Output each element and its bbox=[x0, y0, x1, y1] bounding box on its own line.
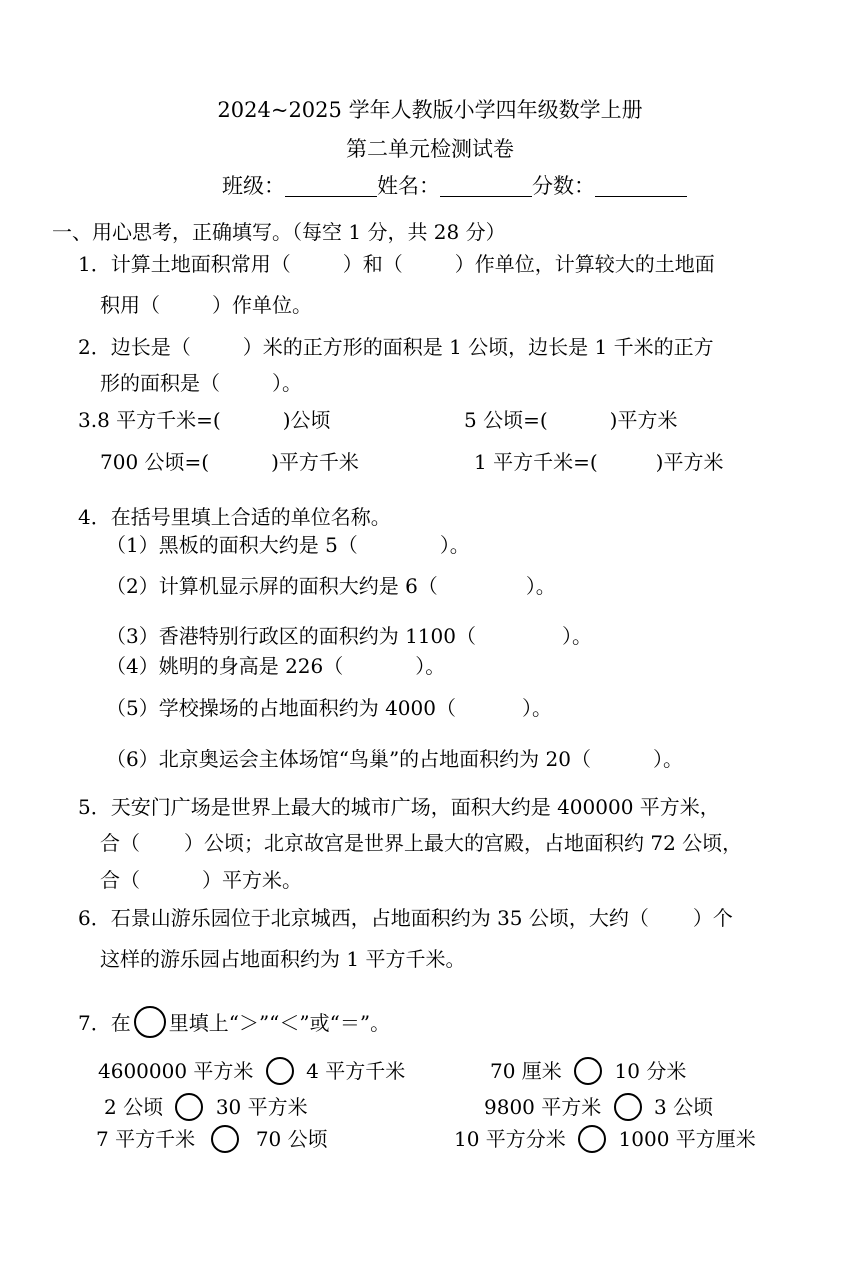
q7-r3l-right: 70 公顷 bbox=[255, 1127, 328, 1151]
q5-text-b: ）公顷；北京故宫是世界上最大的宫殿，占地面积约 72 公顷， bbox=[184, 831, 743, 855]
question-4-item-2 bbox=[106, 572, 556, 600]
compare-circle-icon bbox=[134, 1006, 166, 1038]
q7-r2l-left: 2 公顷 bbox=[104, 1095, 164, 1119]
q7-r3r-compare-circle[interactable] bbox=[578, 1125, 606, 1153]
q7-r2l-right: 30 平方米 bbox=[215, 1095, 308, 1119]
q7-r2r-compare-circle[interactable] bbox=[614, 1093, 642, 1121]
q7-r3r-right: 1000 平方厘米 bbox=[618, 1127, 756, 1151]
q3b-text-2: )平方米 bbox=[609, 408, 678, 432]
question-3-item-c bbox=[100, 448, 359, 476]
q4-2-text: （2）计算机显示屏的面积大约是 6（ bbox=[106, 574, 438, 598]
q7-r3r-left: 10 平方分米 bbox=[454, 1127, 566, 1151]
score-blank[interactable] bbox=[595, 174, 687, 197]
class-label: 班级： bbox=[222, 174, 285, 198]
question-2-line-1 bbox=[78, 333, 714, 361]
question-3-item-d bbox=[474, 448, 723, 476]
exam-title: 2024~2025 学年人教版小学四年级数学上册 bbox=[217, 98, 643, 122]
q2-text-c: 形的面积是（ bbox=[100, 371, 220, 395]
question-6-line-2: 这样的游乐园占地面积约为 1 平方千米。 bbox=[100, 947, 466, 971]
q4-5-close: ）。 bbox=[521, 696, 552, 720]
question-1-line-1 bbox=[78, 250, 715, 278]
q7-row-2-right bbox=[484, 1093, 713, 1121]
q7-r1l-right: 4 平方千米 bbox=[306, 1059, 406, 1083]
q7-row-1-left bbox=[98, 1057, 405, 1085]
q5-text-c: 合（ bbox=[100, 868, 140, 892]
q3d-text-2: )平方米 bbox=[655, 450, 724, 474]
q7-r1l-left: 4600000 平方米 bbox=[98, 1059, 254, 1083]
q6-text-a: 6．石景山游乐园位于北京城西，占地面积约为 35 公顷，大约（ bbox=[78, 906, 649, 930]
q3a-text-1: 3.8 平方千米=( bbox=[78, 408, 221, 432]
q7-r2l-compare-circle[interactable] bbox=[175, 1093, 203, 1121]
question-7-intro bbox=[78, 1006, 390, 1038]
q4-5-text: （5）学校操场的占地面积约为 4000（ bbox=[106, 696, 456, 720]
q5-text-d: ）平方米。 bbox=[202, 868, 302, 892]
q2-text-a: 2．边长是（ bbox=[78, 335, 191, 359]
question-4-item-6 bbox=[106, 745, 683, 773]
q7-r1r-left: 70 厘米 bbox=[490, 1059, 562, 1083]
question-6-line-1 bbox=[78, 904, 733, 932]
q7-r1r-compare-circle[interactable] bbox=[574, 1057, 602, 1085]
q7-r3l-compare-circle[interactable] bbox=[211, 1125, 239, 1153]
q3a-text-2: )公顷 bbox=[282, 408, 331, 432]
q4-6-text: （6）北京奥运会主体场馆“鸟巢”的占地面积约为 20（ bbox=[106, 747, 591, 771]
q7-row-2-left bbox=[104, 1093, 308, 1121]
q4-1-text: （1）黑板的面积大约是 5（ bbox=[106, 533, 358, 557]
q5-text-a: 合（ bbox=[100, 831, 140, 855]
q7-r1r-right: 10 分米 bbox=[614, 1059, 687, 1083]
q3b-text-1: 5 公顷=( bbox=[464, 408, 548, 432]
question-4-item-1 bbox=[106, 531, 470, 559]
q4-3-text: （3）香港特别行政区的面积约为 1100（ bbox=[106, 624, 476, 648]
q7-row-1-right bbox=[490, 1057, 686, 1085]
q7-r1l-compare-circle[interactable] bbox=[266, 1057, 294, 1085]
exam-subtitle: 第二单元检测试卷 bbox=[346, 137, 514, 161]
q2-text-d: ）。 bbox=[272, 371, 302, 395]
q3c-text-1: 700 公顷=( bbox=[100, 450, 210, 474]
name-label: 姓名： bbox=[377, 174, 440, 198]
section-heading: 一、用心思考，正确填写。（每空 1 分，共 28 分） bbox=[52, 220, 506, 244]
question-3-item-b bbox=[464, 406, 677, 434]
q4-4-close: ）。 bbox=[415, 654, 446, 678]
class-blank[interactable] bbox=[285, 174, 377, 197]
q1-text-a: 1．计算土地面积常用（ bbox=[78, 252, 291, 276]
q4-1-close: ）。 bbox=[439, 533, 470, 557]
q3c-text-2: )平方千米 bbox=[271, 450, 359, 474]
question-4-item-5 bbox=[106, 694, 552, 722]
q6-text-b: ）个 bbox=[692, 906, 733, 930]
question-1-line-2 bbox=[100, 291, 312, 319]
question-3-item-a bbox=[78, 406, 331, 434]
question-4-item-4 bbox=[106, 652, 445, 680]
q2-text-b: ）米的正方形的面积是 1 公顷，边长是 1 千米的正方 bbox=[242, 335, 714, 359]
q7-r2r-right: 3 公顷 bbox=[653, 1095, 714, 1119]
q7-text-a: 7．在 bbox=[78, 1011, 131, 1035]
q4-4-text: （4）姚明的身高是 226（ bbox=[106, 654, 344, 678]
question-5-line-1: 5．天安门广场是世界上最大的城市广场，面积大约是 400000 平方米， bbox=[78, 795, 720, 819]
student-info-row bbox=[222, 172, 687, 200]
q1-text-e: ）作单位。 bbox=[212, 293, 312, 317]
q3d-text-1: 1 平方千米=( bbox=[474, 450, 598, 474]
q4-6-close: ）。 bbox=[652, 747, 683, 771]
q7-row-3-left bbox=[96, 1125, 328, 1153]
name-blank[interactable] bbox=[440, 174, 532, 197]
q1-text-b: ）和（ bbox=[342, 252, 403, 276]
score-label: 分数： bbox=[532, 174, 595, 198]
question-4-intro: 4．在括号里填上合适的单位名称。 bbox=[78, 505, 391, 529]
question-2-line-2 bbox=[100, 369, 302, 397]
question-5-line-3 bbox=[100, 866, 302, 894]
q7-r2r-left: 9800 平方米 bbox=[484, 1095, 602, 1119]
q4-2-close: ）。 bbox=[525, 574, 556, 598]
q4-3-close: ）。 bbox=[561, 624, 592, 648]
question-4-item-3 bbox=[106, 622, 592, 650]
question-5-line-2 bbox=[100, 829, 742, 857]
q7-row-3-right bbox=[454, 1125, 756, 1153]
q7-text-b: 里填上“＞”“＜”或“＝”。 bbox=[168, 1011, 391, 1035]
q1-text-d: 积用（ bbox=[100, 293, 160, 317]
q7-r3l-left: 7 平方千米 bbox=[96, 1127, 196, 1151]
q1-text-c: ）作单位，计算较大的土地面 bbox=[454, 252, 715, 276]
